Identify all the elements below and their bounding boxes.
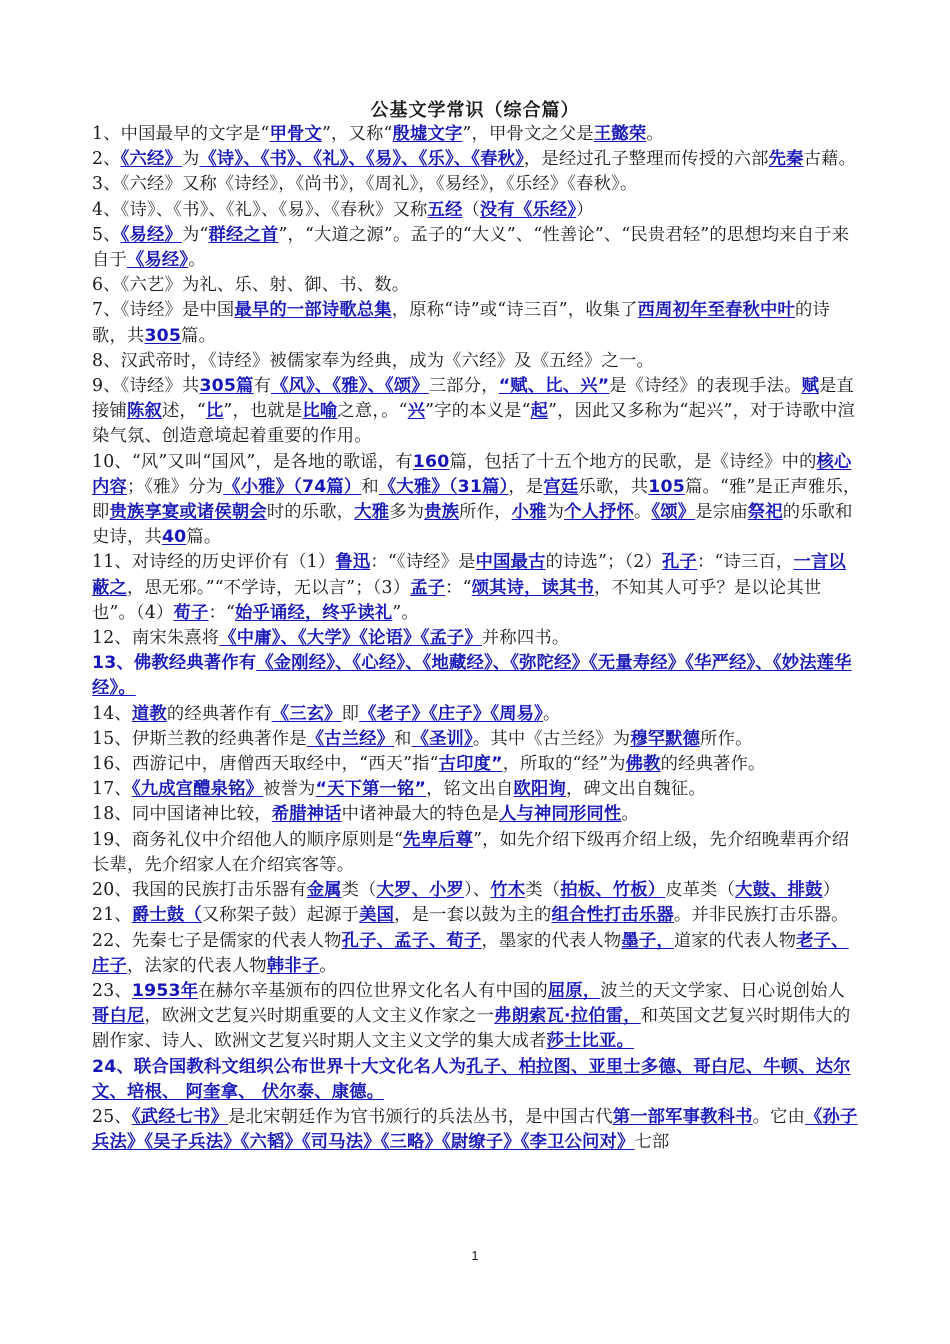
paragraph-item [92,273,862,298]
paragraph-text: ，思无邪。”“不学诗，无以言”；（3） [126,577,411,598]
paragraph-text: 1、中国最早的文字是“ [92,124,270,144]
paragraph-text: ，铭文出自 [426,779,514,800]
paragraph-text: 类（ [341,880,377,901]
highlighted-term: 弗朗索瓦·拉伯雷， [494,1006,641,1027]
highlighted-term: 《武经七书》 [131,1106,229,1127]
highlighted-term: 《中庸》、《大学》《论语》《孟子》 [219,628,482,649]
paragraph-text: 七部 [634,1132,670,1153]
highlighted-term: 《易经》 [120,224,182,245]
paragraph-text: ，法家的代表人物 [126,955,267,976]
highlighted-term: 祭祀 [747,502,783,523]
paragraph-text: ”，甲骨文之父是 [462,124,594,144]
paragraph-item [92,626,862,651]
paragraph-text: ，是一套以鼓为主的 [394,905,552,926]
paragraph-text: 为“ [181,224,209,245]
highlighted-term: 颂其诗，读其书 [471,577,595,598]
highlighted-term: 105 [648,476,685,497]
paragraph-text: 是北宋朝廷作为官书颁行的兵法丛书，是中国古代 [228,1106,613,1127]
highlighted-term: 道教 [131,703,167,724]
highlighted-term: 穆罕默德 [630,728,701,749]
highlighted-term: 孔子、孟子、荀子 [341,930,482,951]
paragraph-text: 5、 [92,224,121,245]
paragraph-text: 和英国文艺复兴时期伟大的剧作家、诗人、欧洲文艺复兴时期人文主义文学的集大成者 [92,1006,851,1052]
paragraph-text: 篇。 [181,325,217,346]
paragraph-text: 。 [621,804,639,825]
highlighted-term: 拍板、竹板） [560,880,666,901]
paragraph-item [92,702,862,727]
paragraph-item [92,172,862,197]
highlighted-term: 《风》、《雅》、《颂》 [271,376,429,397]
highlighted-term: 金属 [306,880,342,901]
paragraph-text: 三部分， [428,376,499,397]
paragraph-text: ，是经过孔子整理而传授的六部 [523,149,769,170]
paragraph-text: 是直接铺 [92,376,855,422]
paragraph-text: 和 [361,476,379,497]
highlighted-term: 《古兰经》 [306,728,395,749]
highlighted-term: 鲁迅 [335,552,371,573]
highlighted-term: 《金刚经》、《心经》、《地藏经》、《弥陀经》《无量寿经》《华严经》、《妙法莲华经》。 [92,653,852,699]
paragraph-text: 20、我国的民族打击乐器有 [92,880,307,901]
paragraph-text: 的诗选”；（2） [545,552,663,573]
highlighted-term: 没有《乐经》 [479,199,577,220]
paragraph-text: 为 [181,149,200,170]
paragraph-text: ） [576,199,594,220]
paragraph-text: 波兰的天文学家、日心说创始人 [600,980,846,1001]
paragraph-text: 。其中《古兰经》为 [472,728,631,749]
paragraph-text: 所作， [459,502,512,523]
highlighted-term: 先秦 [768,149,804,170]
paragraph-text: 17、 [92,779,132,800]
highlighted-term: 40 [161,527,187,548]
paragraph-text: ”。 [392,602,419,623]
paragraph-text: 的乐歌和史诗，共 [92,502,853,548]
paragraph-text: 12、南宋朱熹将 [92,628,220,649]
paragraph-item [92,903,862,928]
highlighted-term: 墨子， [621,930,674,951]
paragraph-text: 类（ [525,880,561,901]
paragraph-text: 多为 [389,502,425,523]
paragraph-text: 所作。 [700,728,753,749]
paragraph-text: 中诸神最大的特色是 [341,804,500,825]
highlighted-term: 莎士比亚。 [546,1031,634,1052]
highlighted-term: 《大雅》（31篇） [378,476,509,497]
paragraph-text: ，所取的“经”为 [502,754,626,775]
paragraph-item [92,828,862,878]
highlighted-term: 《老子》《庄子》《周易》 [359,703,543,724]
paragraph-text: 2、 [92,149,121,170]
paragraph-text: 的诗歌，共 [92,300,830,346]
highlighted-term: 中国最古 [475,552,546,573]
paragraph-text: ，墨家的代表人物 [481,930,622,951]
highlighted-term: 老子、庄子 [92,930,849,976]
highlighted-term: 大罗、小罗 [376,880,465,901]
paragraph-item [92,550,862,626]
highlighted-term: 韩非子 [266,955,320,976]
paragraph-text: 3、《六经》又称《诗经》，《尚书》，《周礼》，《易经》，《乐经》《春秋》。 [92,174,638,195]
paragraph-text: ，是 [508,476,544,497]
highlighted-term: 古印度” [438,754,503,775]
highlighted-term: 人与神同形同性 [499,804,622,825]
paragraph-item [92,651,862,701]
paragraph-item [92,198,862,223]
highlighted-term: 大鼓、排鼓 [735,880,823,901]
paragraph-text: ，原称“诗”或“诗三百”，收集了 [391,300,638,321]
paragraph-text: ；《雅》分为 [126,476,224,497]
paragraph-item [92,349,862,374]
paragraph-text: 25、 [92,1106,132,1127]
highlighted-term: 《九成宫醴泉铭》 [131,779,264,800]
paragraph-text: 述，“ [161,401,206,422]
paragraph-text: 4、《诗》、《书》、《礼》、《易》、《春秋》又称 [92,199,428,220]
paragraph-text: 又称架子鼓）起源于 [201,905,360,926]
highlighted-term: 兴 [407,401,426,422]
highlighted-term: 160 [412,451,450,472]
paragraph-item [92,1055,862,1105]
highlighted-term: 陈叙 [126,401,162,422]
paragraph-text: 6、《六艺》为礼、乐、射、御、书、数。 [92,275,410,296]
paragraph-text: ） [822,880,841,901]
highlighted-term: 爵士鼓（ [131,905,202,926]
highlighted-term: 殷墟文字 [392,124,463,144]
highlighted-term: 305篇 [199,376,254,397]
highlighted-term: 欧阳询 [513,779,566,800]
highlighted-term: 《小雅》（74篇） [223,476,362,497]
highlighted-term: 王懿荣 [593,124,647,144]
paragraph-text: 时的乐歌， [266,502,355,523]
paragraph-text: 篇。“雅”是正声雅乐，即 [92,476,861,523]
paragraph-text: ：“诗三百， [697,552,794,573]
paragraph-text: 8、汉武帝时，《诗经》被儒家奉为经典，成为《六经》及《五经》之一。 [92,350,654,371]
paragraph-text: ：“《诗经》是 [370,552,476,573]
paragraph-text: ：“ [208,602,236,623]
paragraph-item [92,727,862,752]
highlighted-term: 小雅 [511,502,547,523]
highlighted-term: 希腊神话 [271,804,342,825]
paragraph-text: ”，如先介绍下级再介绍上级，先介绍晚辈再介绍长辈，先介绍家人在介绍宾客等。 [92,829,850,875]
paragraph-text: 为 [546,502,565,523]
highlighted-term: 《诗》、《书》、《礼》、《易》、《乐》、《春秋》 [199,149,524,170]
highlighted-term: 核心内容 [92,451,852,497]
highlighted-term: 个人抒怀 [564,502,634,523]
paragraph-item [92,1105,862,1155]
paragraph-text: 16、西游记中，唐僧西天取经中，“西天”指“ [92,754,439,775]
paragraph-text: 。并非民族打击乐器。 [673,905,849,926]
paragraph-text: ：“ [445,577,472,598]
paragraph-text: 。 [634,502,652,523]
highlighted-term: 1953年 [131,980,199,1001]
paragraph-text: 11、对诗经的历史评价有（1） [92,552,336,573]
paragraph-item [92,122,862,147]
highlighted-term: 始乎诵经，终乎读礼 [235,602,393,623]
paragraph-text: 是《诗经》的表现手法。 [609,376,802,397]
paragraph-text: 皮革类（ [665,880,736,901]
paragraph-text: 的经典著作。 [660,754,766,775]
paragraph-text: 18、同中国诸神比较， [92,804,272,825]
paragraph-text: 被誉为 [263,779,316,800]
paragraph-text: 15、伊斯兰教的经典著作是 [92,728,307,749]
paragraph-text: （ [462,199,480,220]
highlighted-term: 甲骨文 [269,124,323,144]
highlighted-term: 孟子 [410,577,446,598]
paragraph-text: 。 [188,250,206,271]
highlighted-term: 五经 [427,199,463,220]
paragraph-item [92,929,862,979]
highlighted-term: 屈原， [547,980,601,1001]
page-number: 1 [471,1248,479,1263]
highlighted-term: 西周初年至春秋中叶 [637,300,796,321]
paragraph-text: 是宗庙 [695,502,748,523]
paragraph-text: ）、 [464,880,491,901]
paragraph-text: 的经典著作有 [166,703,272,724]
document-body [92,122,862,1155]
highlighted-term: 美国 [359,905,395,926]
highlighted-term: 赋 [801,376,820,397]
highlighted-term: 《孙子兵法》《吴子兵法》《六韬》《司马法》《三略》《尉缭子》《李卫公问对》 [92,1106,858,1153]
highlighted-term: 比 [205,401,224,422]
paragraph-item [92,777,862,802]
paragraph-text: 。它由 [752,1106,806,1127]
highlighted-term: 305 [144,325,182,346]
highlighted-term: 贵族享宴或诸侯朝会 [109,502,267,523]
paragraph-text: 。 [646,124,664,144]
highlighted-term: 《圣训》 [411,728,473,749]
highlighted-term: 大雅 [354,502,390,523]
highlighted-term: 组合性打击乐器 [551,905,674,926]
paragraph-text: 篇。 [186,527,222,548]
paragraph-text: ，欧洲文艺复兴时期重要的人文主义作家之一 [144,1006,495,1027]
highlighted-term: 群经之首 [208,224,279,245]
paragraph-text: 即 [341,703,360,724]
highlighted-term: 《易经》 [126,250,189,271]
highlighted-term: 最早的一部诗歌总集 [234,300,392,321]
highlighted-term: 一言以蔽之 [92,552,846,598]
paragraph-item [92,298,862,348]
paragraph-text: ”，也就是 [223,401,303,422]
paragraph-text: ”，因此又多称为“起兴”，对于诗歌中渲染气氛、创造意境起着重要的作用。 [92,401,855,447]
paragraph-text: 13、佛教经典著作有 [92,653,257,674]
highlighted-term: 荀子 [173,602,209,623]
highlighted-term: 第一部军事教科书 [612,1106,753,1127]
page-title: 公基文学常识（综合篇） [370,100,580,121]
highlighted-term: 贵族 [424,502,460,523]
highlighted-term: 哥白尼 [92,1006,145,1027]
paragraph-text: 21、 [92,905,132,926]
paragraph-text: ，碑文出自魏征。 [565,779,706,800]
paragraph-text: 古藉。 [803,149,857,170]
paragraph-text: 23、 [92,980,132,1001]
paragraph-item [92,878,862,903]
highlighted-term: 宫廷 [543,476,579,497]
paragraph-text: 14、 [92,703,132,724]
paragraph-text: 有 [253,376,272,397]
paragraph-text: 19、商务礼仪中介绍他人的顺序原则是“ [92,829,404,850]
paragraph-text: 篇，包括了十五个地方的民歌，是《诗经》中的 [449,451,817,472]
highlighted-term: 《颂》 [651,502,696,523]
paragraph-text: 9、《诗经》共 [92,376,200,397]
paragraph-item [92,979,862,1055]
highlighted-term: “天下第一铭” [315,779,427,800]
highlighted-term: 《三玄》 [271,703,342,724]
highlighted-term: 先卑后尊 [403,829,474,850]
highlighted-term: 竹木 [490,880,526,901]
paragraph-text: 22、先秦七子是儒家的代表人物 [92,930,342,951]
paragraph-text: 24、联合国教科文组织公布世界十大文化名人为 [92,1056,467,1077]
paragraph-text: 之意，。“ [337,401,408,422]
paragraph-text: 乐歌，共 [578,476,649,497]
paragraph-item [92,223,862,273]
highlighted-term: 《六经》 [120,149,182,170]
highlighted-term: 孔子、柏拉图、亚里士多德、哥白尼、牛顿、达尔文、培根、 阿奎拿、 伏尔泰、康德。 [92,1056,851,1102]
paragraph-text: 10、“风”又叫“国风”，是各地的歌谣，有 [92,451,413,472]
paragraph-text: ”，又称“ [322,124,393,144]
paragraph-text: ，不知其人可乎？是以论其世也”。（4） [92,577,822,623]
highlighted-term: 比喻 [302,401,338,422]
highlighted-term: 孔子 [662,552,698,573]
paragraph-item [92,752,862,777]
highlighted-term: “赋、比、兴” [498,376,610,397]
paragraph-text: 7、《诗经》是中国 [92,300,235,321]
paragraph-text: ”，“大道之源”。孟子的“大义”、“性善论”、“民贵君轻”的思想均来自于来自于 [92,224,850,271]
paragraph-item [92,802,862,827]
highlighted-term: 佛教 [625,754,661,775]
paragraph-text: 并称四书。 [481,628,570,649]
paragraph-text: 。 [319,955,337,976]
paragraph-text: ”字的本义是“ [425,401,531,422]
paragraph-item [92,450,862,551]
paragraph-item [92,147,862,172]
paragraph-text: 在赫尔辛基颁布的四位世界文化名人有中国的 [198,980,548,1001]
paragraph-text: 。 [543,703,561,724]
paragraph-text: 和 [394,728,412,749]
highlighted-term: 起 [530,401,549,422]
paragraph-text: 道家的代表人物 [673,930,797,951]
paragraph-item [92,374,862,450]
